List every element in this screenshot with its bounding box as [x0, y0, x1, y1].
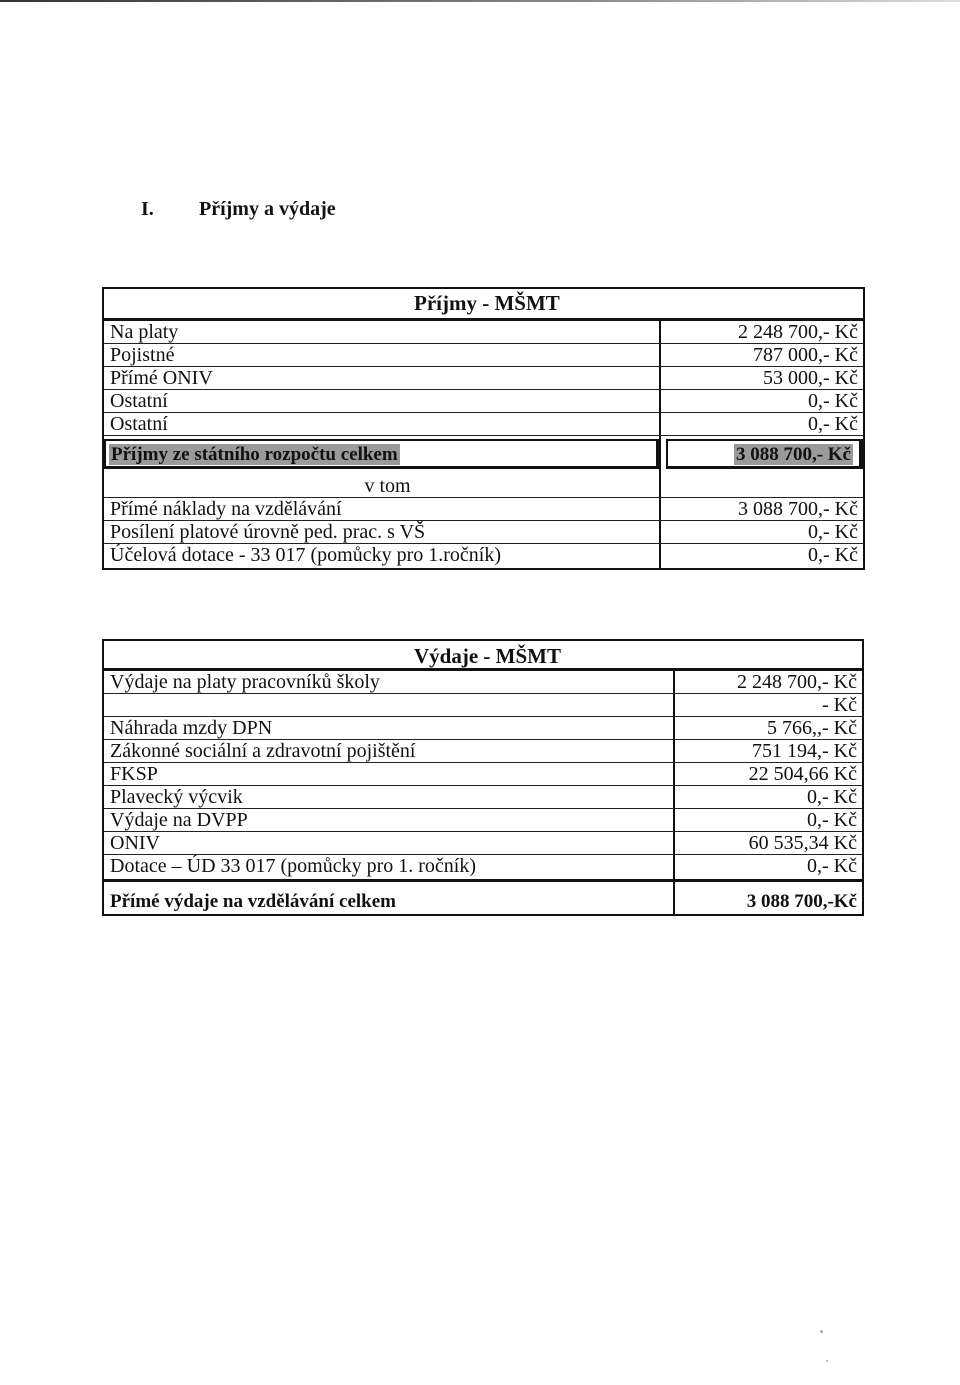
row-value: 0,- Kč — [808, 544, 858, 566]
row-label: Výdaje na DVPP — [110, 809, 248, 831]
section-heading — [141, 198, 336, 221]
table-row — [104, 763, 862, 786]
table-row — [104, 367, 863, 390]
row-value: 0,- Kč — [808, 390, 858, 412]
income-table — [102, 287, 865, 570]
row-value: 0,- Kč — [808, 413, 858, 435]
table-row — [104, 832, 862, 855]
section-title: Příjmy a výdaje — [199, 198, 336, 220]
table-row — [104, 671, 862, 694]
scan-speck — [820, 1330, 823, 1333]
row-value: 53 000,- Kč — [763, 367, 858, 389]
table-row — [104, 390, 863, 413]
expenses-table-title: Výdaje - MŠMT — [414, 644, 561, 668]
table-row — [104, 694, 862, 717]
income-total-value-wrap — [734, 443, 853, 466]
row-label: Dotace – ÚD 33 017 (pomůcky pro 1. ročník) — [110, 855, 477, 877]
row-label: Náhrada mzdy DPN — [110, 717, 273, 739]
row-value: 22 504,66 Kč — [748, 763, 857, 785]
row-label: Ostatní — [110, 413, 168, 435]
table-row — [104, 344, 863, 367]
row-value: 60 535,34 Kč — [748, 832, 857, 854]
income-total-value: 3 088 700,- Kč — [735, 444, 851, 465]
income-total-label: Příjmy ze státního rozpočtu celkem — [111, 444, 398, 465]
income-total-label-wrap — [109, 443, 400, 466]
row-value: 0,- Kč — [807, 855, 857, 877]
scan-speck — [826, 1360, 828, 1362]
section-number: I. — [141, 198, 154, 220]
income-total-row — [104, 443, 863, 466]
row-label: Ostatní — [110, 390, 168, 412]
table-row — [104, 498, 863, 521]
row-value: 5 766,,- Kč — [767, 717, 857, 739]
table-row — [104, 475, 863, 498]
expenses-table — [102, 639, 864, 916]
row-value: 0,- Kč — [807, 786, 857, 808]
row-label: Účelová dotace - 33 017 (pomůcky pro 1.ročník) — [110, 544, 501, 566]
table-row — [104, 855, 862, 882]
row-label: Výdaje na platy pracovníků školy — [110, 671, 380, 693]
row-label: Na platy — [110, 321, 179, 343]
row-label: Posílení platové úrovně ped. prac. s VŠ — [110, 521, 426, 543]
table-row — [104, 717, 862, 740]
row-label: Přímé ONIV — [110, 367, 213, 389]
income-table-title: Příjmy - MŠMT — [414, 291, 560, 315]
scan-edge — [0, 0, 960, 2]
row-value: 2 248 700,- Kč — [738, 321, 858, 343]
row-label: Plavecký výcvik — [110, 786, 243, 808]
row-label: FKSP — [110, 763, 158, 785]
expenses-total-label: Přímé výdaje na vzdělávání celkem — [110, 891, 397, 912]
row-value: - Kč — [822, 694, 857, 716]
row-value: 2 248 700,- Kč — [737, 671, 857, 693]
table-row — [104, 413, 863, 436]
row-label: Zákonné sociální a zdravotní pojištění — [110, 740, 416, 762]
row-value: 0,- Kč — [808, 521, 858, 543]
row-value: 751 194,- Kč — [752, 740, 857, 762]
row-value: 0,- Kč — [807, 809, 857, 831]
row-value: 787 000,- Kč — [753, 344, 858, 366]
table-row — [104, 321, 863, 344]
row-label: Pojistné — [110, 344, 175, 366]
expenses-total-row — [104, 890, 862, 914]
table-row — [104, 544, 863, 567]
table-row — [104, 786, 862, 809]
expenses-total-value: 3 088 700,-Kč — [746, 891, 857, 912]
table-row — [104, 809, 862, 832]
sub-heading: v tom — [364, 475, 411, 497]
table-row — [104, 521, 863, 544]
table-row — [104, 740, 862, 763]
row-label: Přímé náklady na vzdělávání — [110, 498, 342, 520]
row-value: 3 088 700,- Kč — [738, 498, 858, 520]
row-label: ONIV — [110, 832, 160, 854]
